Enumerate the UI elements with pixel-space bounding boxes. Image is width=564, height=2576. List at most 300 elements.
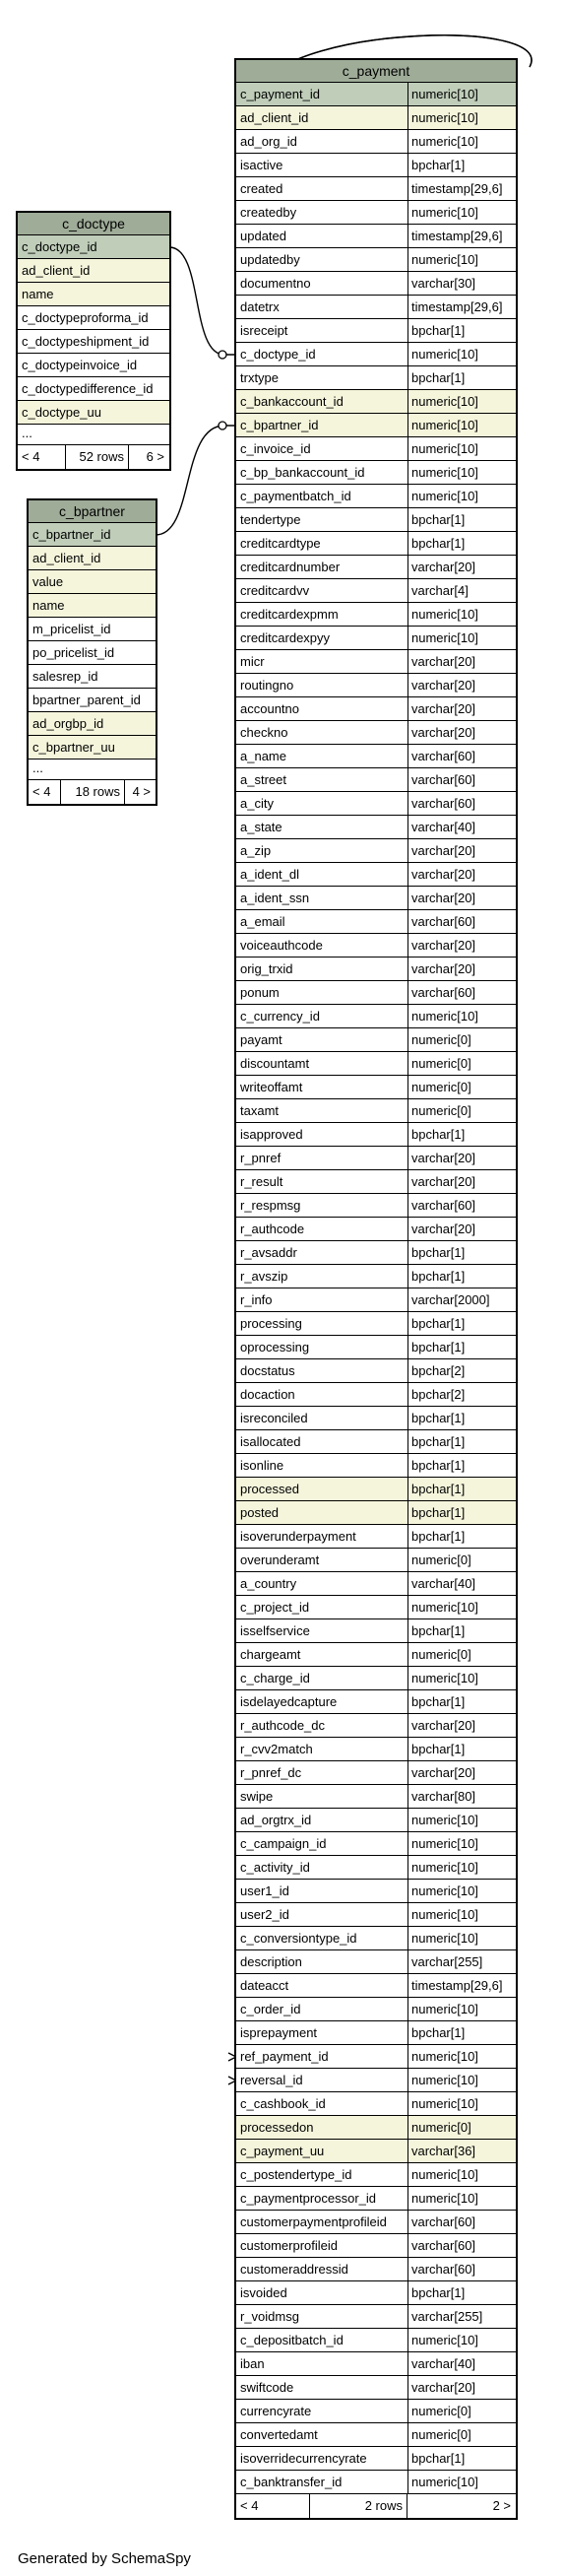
column-type: varchar[60]	[407, 792, 516, 815]
column-type: varchar[2000]	[407, 1288, 516, 1311]
column-type: varchar[60]	[407, 2258, 516, 2280]
column-name: a_city	[240, 796, 274, 811]
column-row-c-doctype-uu[interactable]	[18, 401, 169, 425]
column-name: c_invoice_id	[240, 441, 311, 456]
column-name: routingno	[240, 678, 294, 693]
column-row-ad-org-id[interactable]	[236, 130, 516, 154]
column-type: varchar[60]	[407, 981, 516, 1004]
column-row-c-doctypeshipment-id[interactable]	[18, 330, 169, 354]
column-row-c-doctype-id[interactable]	[236, 343, 516, 366]
column-row-isoverunderpayment[interactable]	[236, 1525, 516, 1549]
table-c-bpartner[interactable]	[27, 498, 157, 806]
column-row-ponum[interactable]	[236, 981, 516, 1005]
column-name: posted	[240, 1505, 280, 1520]
column-name: r_pnref_dc	[240, 1765, 302, 1780]
column-type: numeric[10]	[407, 248, 516, 271]
prev-link[interactable]: < 4	[22, 449, 40, 464]
table-title[interactable]: c_bpartner	[29, 500, 156, 523]
column-name: r_info	[240, 1292, 273, 1307]
column-name: swiftcode	[240, 2380, 294, 2395]
column-row-c-doctypedifference-id[interactable]	[18, 377, 169, 401]
column-name: docaction	[240, 1387, 295, 1402]
table-c-doctype[interactable]	[16, 211, 171, 471]
column-row-c-order-id[interactable]	[236, 1998, 516, 2021]
column-type: varchar[20]	[407, 1218, 516, 1240]
column-row-orig-trxid[interactable]	[236, 958, 516, 981]
column-type: varchar[20]	[407, 958, 516, 980]
column-name: c_depositbatch_id	[240, 2333, 344, 2347]
column-type: bpchar[1]	[407, 1312, 516, 1335]
column-type: numeric[0]	[407, 1549, 516, 1571]
column-row-ad-orgtrx-id[interactable]	[236, 1809, 516, 1832]
column-type: numeric[10]	[407, 1596, 516, 1618]
column-name: ad_orgbp_id	[32, 716, 104, 731]
column-row-isonline[interactable]	[236, 1454, 516, 1478]
column-name: c_payment_id	[240, 87, 320, 101]
column-row-name[interactable]	[29, 594, 156, 618]
column-row-c-paymentprocessor-id[interactable]	[236, 2187, 516, 2211]
column-row-swipe[interactable]	[236, 1785, 516, 1809]
column-name: processedon	[240, 2120, 314, 2135]
column-type: bpchar[1]	[407, 319, 516, 342]
column-name: a_ident_ssn	[240, 891, 310, 905]
column-name: ref_payment_id	[240, 2049, 329, 2064]
column-row-payamt[interactable]	[236, 1028, 516, 1052]
column-name: a_zip	[240, 843, 272, 858]
column-type: bpchar[1]	[407, 1619, 516, 1642]
column-type: varchar[60]	[407, 745, 516, 767]
column-name: c_project_id	[240, 1600, 310, 1615]
column-row-a-ident-ssn[interactable]	[236, 887, 516, 910]
column-row-creditcardexpmm[interactable]	[236, 603, 516, 627]
column-row-ref-payment-id[interactable]	[236, 2045, 516, 2069]
column-name: c_cashbook_id	[240, 2096, 326, 2111]
column-type: numeric[10]	[407, 2092, 516, 2115]
column-type: varchar[20]	[407, 1170, 516, 1193]
column-row-a-name[interactable]	[236, 745, 516, 768]
column-type: numeric[10]	[407, 83, 516, 105]
column-type: numeric[0]	[407, 1052, 516, 1075]
column-row-c-project-id[interactable]	[236, 1596, 516, 1619]
column-row-checkno[interactable]	[236, 721, 516, 745]
column-type: numeric[0]	[407, 1099, 516, 1122]
column-row-customeraddressid[interactable]	[236, 2258, 516, 2281]
next-link[interactable]: 6 >	[146, 449, 164, 464]
column-row-a-street[interactable]	[236, 768, 516, 792]
column-row-isselfservice[interactable]	[236, 1619, 516, 1643]
column-row-user2-id[interactable]	[236, 1903, 516, 1927]
column-type: numeric[10]	[407, 485, 516, 507]
column-row-r-authcode[interactable]	[236, 1218, 516, 1241]
column-row-c-depositbatch-id[interactable]	[236, 2329, 516, 2352]
column-name: m_pricelist_id	[32, 622, 111, 636]
column-name: overunderamt	[240, 1552, 320, 1567]
column-name: micr	[240, 654, 265, 669]
column-type: varchar[20]	[407, 1761, 516, 1784]
column-row-ad-client-id[interactable]	[18, 259, 169, 283]
column-name: docstatus	[240, 1363, 295, 1378]
column-row-currencyrate[interactable]	[236, 2400, 516, 2423]
column-name: c_paymentbatch_id	[240, 489, 351, 503]
column-row-posted[interactable]	[236, 1501, 516, 1525]
next-link[interactable]: 2 >	[492, 2498, 511, 2513]
column-row-c-conversiontype-id[interactable]	[236, 1927, 516, 1950]
column-row-r-info[interactable]	[236, 1288, 516, 1312]
column-name: created	[240, 181, 283, 196]
column-name: c_activity_id	[240, 1860, 310, 1875]
column-name: isreconciled	[240, 1411, 308, 1425]
column-row-ad-client-id[interactable]	[236, 106, 516, 130]
column-row-a-email[interactable]	[236, 910, 516, 934]
column-row-processedon[interactable]	[236, 2116, 516, 2140]
column-row-c-doctype-id[interactable]	[18, 235, 169, 259]
table-footer	[29, 780, 156, 804]
column-name: c_doctype_id	[240, 347, 316, 362]
column-row-c-campaign-id[interactable]	[236, 1832, 516, 1856]
column-type: bpchar[1]	[407, 1241, 516, 1264]
column-name: c_charge_id	[240, 1671, 310, 1685]
column-type: varchar[60]	[407, 2211, 516, 2233]
column-name: updatedby	[240, 252, 300, 267]
column-row-a-country[interactable]	[236, 1572, 516, 1596]
column-name: reversal_id	[240, 2073, 303, 2087]
column-type: varchar[20]	[407, 1714, 516, 1737]
column-name: r_avsaddr	[240, 1245, 297, 1260]
column-row-writeoffamt[interactable]	[236, 1076, 516, 1099]
column-type: numeric[10]	[407, 1667, 516, 1689]
column-type: numeric[0]	[407, 2423, 516, 2446]
column-type: varchar[20]	[407, 887, 516, 909]
column-type: numeric[10]	[407, 2329, 516, 2351]
column-name: oprocessing	[240, 1340, 310, 1354]
more-columns-ellipsis: ...	[29, 760, 156, 780]
column-row-a-zip[interactable]	[236, 839, 516, 863]
column-row-c-cashbook-id[interactable]	[236, 2092, 516, 2116]
column-type: bpchar[1]	[407, 2447, 516, 2470]
next-link[interactable]: 4 >	[132, 784, 151, 799]
column-type: bpchar[1]	[407, 1430, 516, 1453]
column-row-c-bpartner-id[interactable]	[236, 414, 516, 437]
table-c-payment[interactable]	[234, 58, 518, 2520]
column-name: c_doctype_uu	[22, 405, 101, 420]
column-row-datetrx[interactable]	[236, 296, 516, 319]
column-row-po-pricelist-id[interactable]	[29, 641, 156, 665]
column-row-c-bpartner-uu[interactable]	[29, 736, 156, 760]
column-row-creditcardnumber[interactable]	[236, 556, 516, 579]
column-name: c_bp_bankaccount_id	[240, 465, 365, 480]
column-name: c_conversiontype_id	[240, 1931, 357, 1946]
column-name: r_authcode_dc	[240, 1718, 326, 1733]
column-row-isreceipt[interactable]	[236, 319, 516, 343]
column-type: numeric[10]	[407, 603, 516, 626]
column-row-c-currency-id[interactable]	[236, 1005, 516, 1028]
column-row-oprocessing[interactable]	[236, 1336, 516, 1359]
column-name: currencyrate	[240, 2404, 312, 2418]
column-row-swiftcode[interactable]	[236, 2376, 516, 2400]
column-row-m-pricelist-id[interactable]	[29, 618, 156, 641]
column-type: numeric[10]	[407, 1832, 516, 1855]
column-name: isapproved	[240, 1127, 303, 1142]
column-type: varchar[20]	[407, 934, 516, 957]
column-name: c_paymentprocessor_id	[240, 2191, 377, 2206]
column-name: c_doctype_id	[22, 239, 97, 254]
column-type: bpchar[1]	[407, 1336, 516, 1358]
column-name: a_name	[240, 749, 286, 763]
column-name: c_postendertype_id	[240, 2167, 352, 2182]
column-row-chargeamt[interactable]	[236, 1643, 516, 1667]
column-row-micr[interactable]	[236, 650, 516, 674]
column-row-isoverridecurrencyrate[interactable]	[236, 2447, 516, 2471]
column-type: timestamp[29,6]	[407, 225, 516, 247]
column-name: taxamt	[240, 1103, 280, 1118]
column-row-c-payment-id[interactable]	[236, 83, 516, 106]
column-row-bpartner-parent-id[interactable]	[29, 689, 156, 712]
table-title[interactable]: c_doctype	[18, 213, 169, 235]
column-row-c-bp-bankaccount-id[interactable]	[236, 461, 516, 485]
column-row-r-avszip[interactable]	[236, 1265, 516, 1288]
column-row-routingno[interactable]	[236, 674, 516, 697]
prev-link[interactable]: < 4	[240, 2498, 259, 2513]
column-type: numeric[10]	[407, 437, 516, 460]
column-row-reversal-id[interactable]	[236, 2069, 516, 2092]
column-type: bpchar[1]	[407, 1407, 516, 1429]
column-row-c-paymentbatch-id[interactable]	[236, 485, 516, 508]
column-type: numeric[10]	[407, 1927, 516, 1949]
column-type: varchar[20]	[407, 1147, 516, 1169]
column-type: bpchar[1]	[407, 1454, 516, 1477]
bpartner-relationship-end	[219, 422, 226, 429]
column-name: r_result	[240, 1174, 283, 1189]
column-row-r-authcode-dc[interactable]	[236, 1714, 516, 1738]
column-row-salesrep-id[interactable]	[29, 665, 156, 689]
column-type: varchar[60]	[407, 1194, 516, 1217]
column-type: bpchar[1]	[407, 508, 516, 531]
column-row-user1-id[interactable]	[236, 1880, 516, 1903]
column-row-discountamt[interactable]	[236, 1052, 516, 1076]
column-name: checkno	[240, 725, 288, 740]
column-row-isprepayment[interactable]	[236, 2021, 516, 2045]
column-name: a_ident_dl	[240, 867, 299, 882]
column-name: r_avszip	[240, 1269, 288, 1284]
column-type: numeric[10]	[407, 627, 516, 649]
column-row-documentno[interactable]	[236, 272, 516, 296]
column-name: user2_id	[240, 1907, 289, 1922]
column-type: varchar[36]	[407, 2140, 516, 2162]
column-name: ad_org_id	[240, 134, 297, 149]
column-type: timestamp[29,6]	[407, 1974, 516, 1997]
column-type: varchar[20]	[407, 721, 516, 744]
column-row-voiceauthcode[interactable]	[236, 934, 516, 958]
column-name: isoverridecurrencyrate	[240, 2451, 367, 2466]
column-name: datetrx	[240, 299, 280, 314]
column-type: bpchar[2]	[407, 1359, 516, 1382]
column-row-name[interactable]	[18, 283, 169, 306]
column-row-creditcardvv[interactable]	[236, 579, 516, 603]
column-row-r-respmsg[interactable]	[236, 1194, 516, 1218]
column-row-isdelayedcapture[interactable]	[236, 1690, 516, 1714]
column-name: payamt	[240, 1032, 282, 1047]
column-name: customerprofileid	[240, 2238, 338, 2253]
column-row-isreconciled[interactable]	[236, 1407, 516, 1430]
column-row-creditcardexpyy[interactable]	[236, 627, 516, 650]
column-type: varchar[60]	[407, 768, 516, 791]
column-row-tendertype[interactable]	[236, 508, 516, 532]
column-row-created[interactable]	[236, 177, 516, 201]
column-type: numeric[0]	[407, 1643, 516, 1666]
column-type: varchar[80]	[407, 1785, 516, 1808]
column-type: numeric[0]	[407, 1076, 516, 1098]
column-row-c-payment-uu[interactable]	[236, 2140, 516, 2163]
column-row-convertedamt[interactable]	[236, 2423, 516, 2447]
column-row-iban[interactable]	[236, 2352, 516, 2376]
column-row-ad-client-id[interactable]	[29, 547, 156, 570]
column-row-processed[interactable]	[236, 1478, 516, 1501]
column-row-taxamt[interactable]	[236, 1099, 516, 1123]
doctype-relationship-line	[169, 247, 234, 355]
column-row-processing[interactable]	[236, 1312, 516, 1336]
column-row-isactive[interactable]	[236, 154, 516, 177]
column-type: numeric[10]	[407, 343, 516, 365]
column-row-c-activity-id[interactable]	[236, 1856, 516, 1880]
column-type: varchar[40]	[407, 816, 516, 838]
column-name: documentno	[240, 276, 311, 291]
column-row-docaction[interactable]	[236, 1383, 516, 1407]
column-row-creditcardtype[interactable]	[236, 532, 516, 556]
column-name: isonline	[240, 1458, 284, 1473]
column-type: bpchar[1]	[407, 532, 516, 555]
column-name: creditcardnumber	[240, 560, 341, 574]
column-row-createdby[interactable]	[236, 201, 516, 225]
column-name: orig_trxid	[240, 961, 293, 976]
column-type: numeric[10]	[407, 2045, 516, 2068]
column-name: name	[22, 287, 54, 301]
column-row-c-invoice-id[interactable]	[236, 437, 516, 461]
column-type: timestamp[29,6]	[407, 177, 516, 200]
column-row-r-result[interactable]	[236, 1170, 516, 1194]
column-name: isprepayment	[240, 2025, 318, 2040]
column-name: ponum	[240, 985, 280, 1000]
column-name: ad_client_id	[22, 263, 91, 278]
column-name: writeoffamt	[240, 1080, 303, 1094]
column-name: isvoided	[240, 2285, 287, 2300]
column-name: isselfservice	[240, 1623, 310, 1638]
column-row-a-city[interactable]	[236, 792, 516, 816]
column-name: r_respmsg	[240, 1198, 301, 1213]
column-row-isapproved[interactable]	[236, 1123, 516, 1147]
column-type: numeric[0]	[407, 2116, 516, 2139]
column-type: timestamp[29,6]	[407, 296, 516, 318]
column-name: r_voidmsg	[240, 2309, 299, 2324]
column-type: numeric[10]	[407, 1880, 516, 1902]
column-type: varchar[20]	[407, 674, 516, 696]
column-row-dateacct[interactable]	[236, 1974, 516, 1998]
column-type: numeric[10]	[407, 2187, 516, 2210]
column-name: updated	[240, 229, 286, 243]
column-name: salesrep_id	[32, 669, 98, 684]
column-row-r-pnref[interactable]	[236, 1147, 516, 1170]
column-type: numeric[10]	[407, 2069, 516, 2091]
column-row-c-postendertype-id[interactable]	[236, 2163, 516, 2187]
more-columns-ellipsis: ...	[18, 425, 169, 445]
table-footer	[236, 2494, 516, 2518]
column-row-description[interactable]	[236, 1950, 516, 1974]
column-row-ad-orgbp-id[interactable]	[29, 712, 156, 736]
column-row-a-state[interactable]	[236, 816, 516, 839]
column-row-value[interactable]	[29, 570, 156, 594]
column-type: bpchar[1]	[407, 1501, 516, 1524]
column-type: numeric[10]	[407, 1998, 516, 2020]
column-name: creditcardexpmm	[240, 607, 339, 622]
column-type: varchar[20]	[407, 839, 516, 862]
column-row-c-doctypeproforma-id[interactable]	[18, 306, 169, 330]
column-type: varchar[4]	[407, 579, 516, 602]
column-row-c-banktransfer-id[interactable]	[236, 2471, 516, 2494]
column-name: c_doctypedifference_id	[22, 381, 154, 396]
column-name: c_bpartner_id	[32, 527, 111, 542]
column-row-r-pnref-dc[interactable]	[236, 1761, 516, 1785]
column-row-trxtype[interactable]	[236, 366, 516, 390]
column-type: varchar[60]	[407, 2234, 516, 2257]
column-name: customeraddressid	[240, 2262, 348, 2277]
column-row-overunderamt[interactable]	[236, 1549, 516, 1572]
column-name: c_bpartner_id	[240, 418, 319, 432]
row-count: 2 rows	[309, 2494, 407, 2518]
table-title[interactable]: c_payment	[236, 60, 516, 83]
column-row-c-bpartner-id[interactable]	[29, 523, 156, 547]
column-row-customerprofileid[interactable]	[236, 2234, 516, 2258]
column-row-c-doctypeinvoice-id[interactable]	[18, 354, 169, 377]
column-row-updated[interactable]	[236, 225, 516, 248]
column-type: varchar[40]	[407, 1572, 516, 1595]
column-name: processed	[240, 1482, 299, 1496]
column-row-customerpaymentprofileid[interactable]	[236, 2211, 516, 2234]
column-row-isallocated[interactable]	[236, 1430, 516, 1454]
column-row-accountno[interactable]	[236, 697, 516, 721]
column-name: po_pricelist_id	[32, 645, 115, 660]
column-name: ad_orgtrx_id	[240, 1813, 312, 1827]
column-name: voiceauthcode	[240, 938, 323, 953]
column-name: creditcardvv	[240, 583, 310, 598]
column-type: bpchar[1]	[407, 1478, 516, 1500]
column-type: bpchar[1]	[407, 1525, 516, 1548]
doctype-relationship-end	[219, 351, 226, 359]
column-name: createdby	[240, 205, 297, 220]
prev-link[interactable]: < 4	[32, 784, 51, 799]
column-name: c_bankaccount_id	[240, 394, 344, 409]
column-row-c-bankaccount-id[interactable]	[236, 390, 516, 414]
column-row-updatedby[interactable]	[236, 248, 516, 272]
column-row-docstatus[interactable]	[236, 1359, 516, 1383]
column-type: numeric[10]	[407, 1856, 516, 1879]
column-name: ad_client_id	[240, 110, 309, 125]
column-row-r-voidmsg[interactable]	[236, 2305, 516, 2329]
column-type: varchar[40]	[407, 2352, 516, 2375]
column-name: creditcardexpyy	[240, 630, 331, 645]
column-type: numeric[10]	[407, 2163, 516, 2186]
column-row-r-cvv2match[interactable]	[236, 1738, 516, 1761]
column-name: c_doctypeinvoice_id	[22, 358, 138, 372]
column-name: a_email	[240, 914, 285, 929]
column-row-r-avsaddr[interactable]	[236, 1241, 516, 1265]
column-row-c-charge-id[interactable]	[236, 1667, 516, 1690]
column-row-isvoided[interactable]	[236, 2281, 516, 2305]
column-type: varchar[20]	[407, 650, 516, 673]
column-name: processing	[240, 1316, 302, 1331]
column-type: numeric[10]	[407, 1809, 516, 1831]
column-row-a-ident-dl[interactable]	[236, 863, 516, 887]
column-name: a_street	[240, 772, 286, 787]
column-type: numeric[10]	[407, 201, 516, 224]
